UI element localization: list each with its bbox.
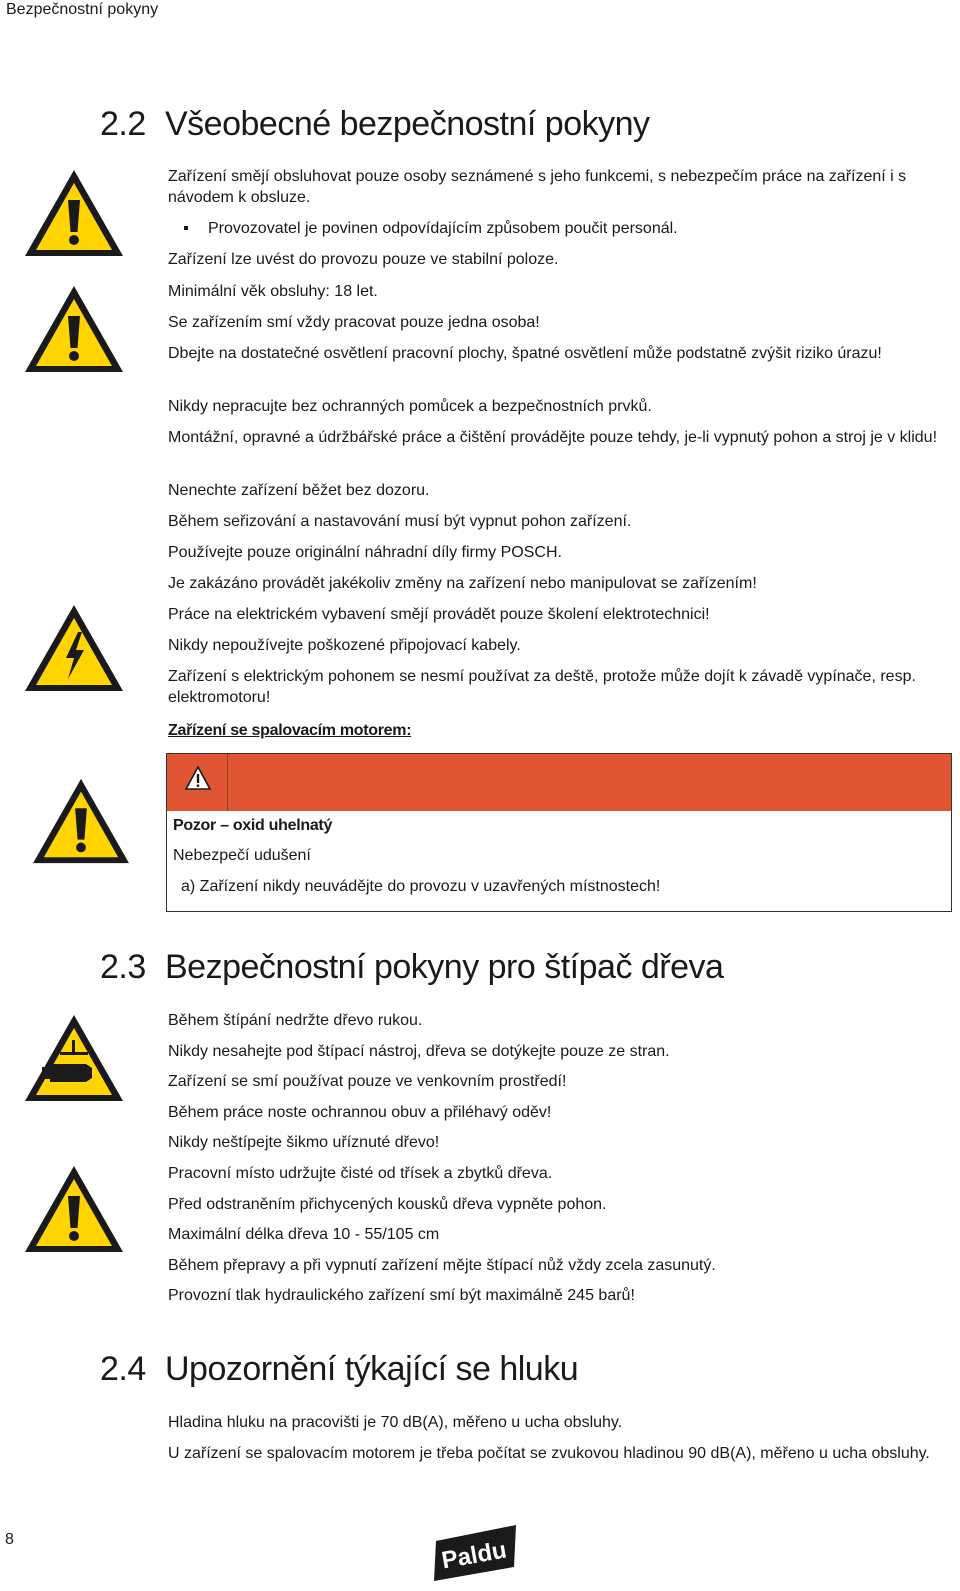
paragraph: Maximální délka dřeva 10 - 55/105 cm [168,1226,440,1243]
paragraph: Nikdy neštípejte šikmo uříznuté dřevo! [168,1134,440,1151]
paldu-logo [432,1523,518,1583]
paragraph: Během štípání nedržte dřevo rukou. [168,1012,423,1029]
paragraph: Zařízení se smí používat pouze ve venkovním prostředí! [168,1073,567,1090]
paragraph: Během seřizování a nastavování musí být vypnut pohon zařízení. [168,513,632,530]
paragraph: Zařízení lze uvést do provozu pouze ve stabilní poloze. [168,251,559,268]
logo-text: Paldu [439,1536,509,1575]
paragraph: Nikdy nepracujte bez ochranných pomůcek a bezpečnostních prvků. [168,398,652,415]
general-warning-sign-icon [22,283,126,375]
bullet-text: Provozovatel je povinen odpovídajícím způsobem poučit personál. [208,220,678,237]
page-number: 8 [5,1531,14,1548]
section-number: 2.4 [100,1350,146,1388]
paragraph: Používejte pouze originální náhradní díly firmy POSCH. [168,544,562,561]
warning-subtitle: Nebezpečí udušení [173,847,311,864]
section-number: 2.3 [100,948,146,986]
paragraph: Pracovní místo udržujte čisté od třísek a zbytků dřeva. [168,1165,553,1182]
general-warning-sign-icon [30,776,132,866]
paragraph: Nikdy nesahejte pod štípací nástroj, dřeva se dotýkejte pouze ze stran. [168,1043,670,1060]
hand-crush-warning-sign-icon [22,1012,126,1104]
section-title: Všeobecné bezpečnostní pokyny [165,105,650,143]
paragraph: Zařízení smějí obsluhovat pouze osoby seznámené s jeho funkcemi, s nebezpečím práce na zařízení i s návodem k obsluze. [168,168,907,206]
general-warning-sign-icon [22,167,126,259]
warning-item: a) Zařízení nikdy neuvádějte do provozu v uzavřených místnostech! [181,878,661,895]
paragraph: U zařízení se spalovacím motorem je třeba počítat se zvukovou hladinou 90 dB(A), měřeno u ucha obsluhy. [168,1445,930,1462]
warning-icon [185,766,211,790]
section-title: Upozornění týkající se hluku [165,1350,579,1388]
section-heading-2-4 [100,1350,578,1389]
paragraph: Před odstraněním přichycených kousků dřeva vypněte pohon. [168,1196,607,1213]
header-title: Bezpečnostní pokyny [6,1,159,18]
warning-bar [167,754,951,811]
paragraph: Práce na elektrickém vybavení smějí provádět pouze školení elektrotechnici! [168,606,710,623]
paragraph: Provozní tlak hydraulického zařízení smí být maximálně 245 barů! [168,1287,635,1304]
paragraph: Během práce noste ochrannou obuv a přiléhavý oděv! [168,1104,552,1121]
section-heading-2-3 [100,948,723,987]
section-number: 2.2 [100,105,146,143]
warning-bar-divider [227,754,228,811]
general-warning-sign-icon [22,1163,126,1255]
warning-title: Pozor – oxid uhelnatý [173,817,333,834]
paragraph: Zařízení s elektrickým pohonem se nesmí používat za deště, protože může dojít k závadě vypínače, resp. elektromotoru! [168,668,916,706]
warning-box [166,753,952,912]
paragraph: Minimální věk obsluhy: 18 let. [168,283,378,300]
paragraph: Nenechte zařízení běžet bez dozoru. [168,482,430,499]
paragraph: Je zakázáno provádět jakékoliv změny na zařízení nebo manipulovat se zařízením! [168,575,757,592]
electrical-hazard-sign-icon [22,602,126,694]
paragraph: Nikdy nepoužívejte poškozené připojovací kabely. [168,637,521,654]
paragraph: Montážní, opravné a údržbářské práce a čištění provádějte pouze tehdy, je-li vypnutý pohon a stroj je v klidu! [168,429,938,446]
bullet-item [168,218,953,239]
subheading: Zařízení se spalovacím motorem: [168,722,412,739]
paragraph: Se zařízením smí vždy pracovat pouze jedna osoba! [168,314,540,331]
paragraph: Hladina hluku na pracovišti je 70 dB(A), měřeno u ucha obsluhy. [168,1414,623,1431]
section-heading-2-2 [100,105,650,144]
paragraph: Dbejte na dostatečné osvětlení pracovní plochy, špatné osvětlení může podstatně zvýšit riziko úrazu! [168,345,882,362]
section-title: Bezpečnostní pokyny pro štípač dřeva [165,948,724,986]
paragraph: Během přepravy a při vypnutí zařízení mějte štípací nůž vždy zcela zasunutý. [168,1257,716,1274]
